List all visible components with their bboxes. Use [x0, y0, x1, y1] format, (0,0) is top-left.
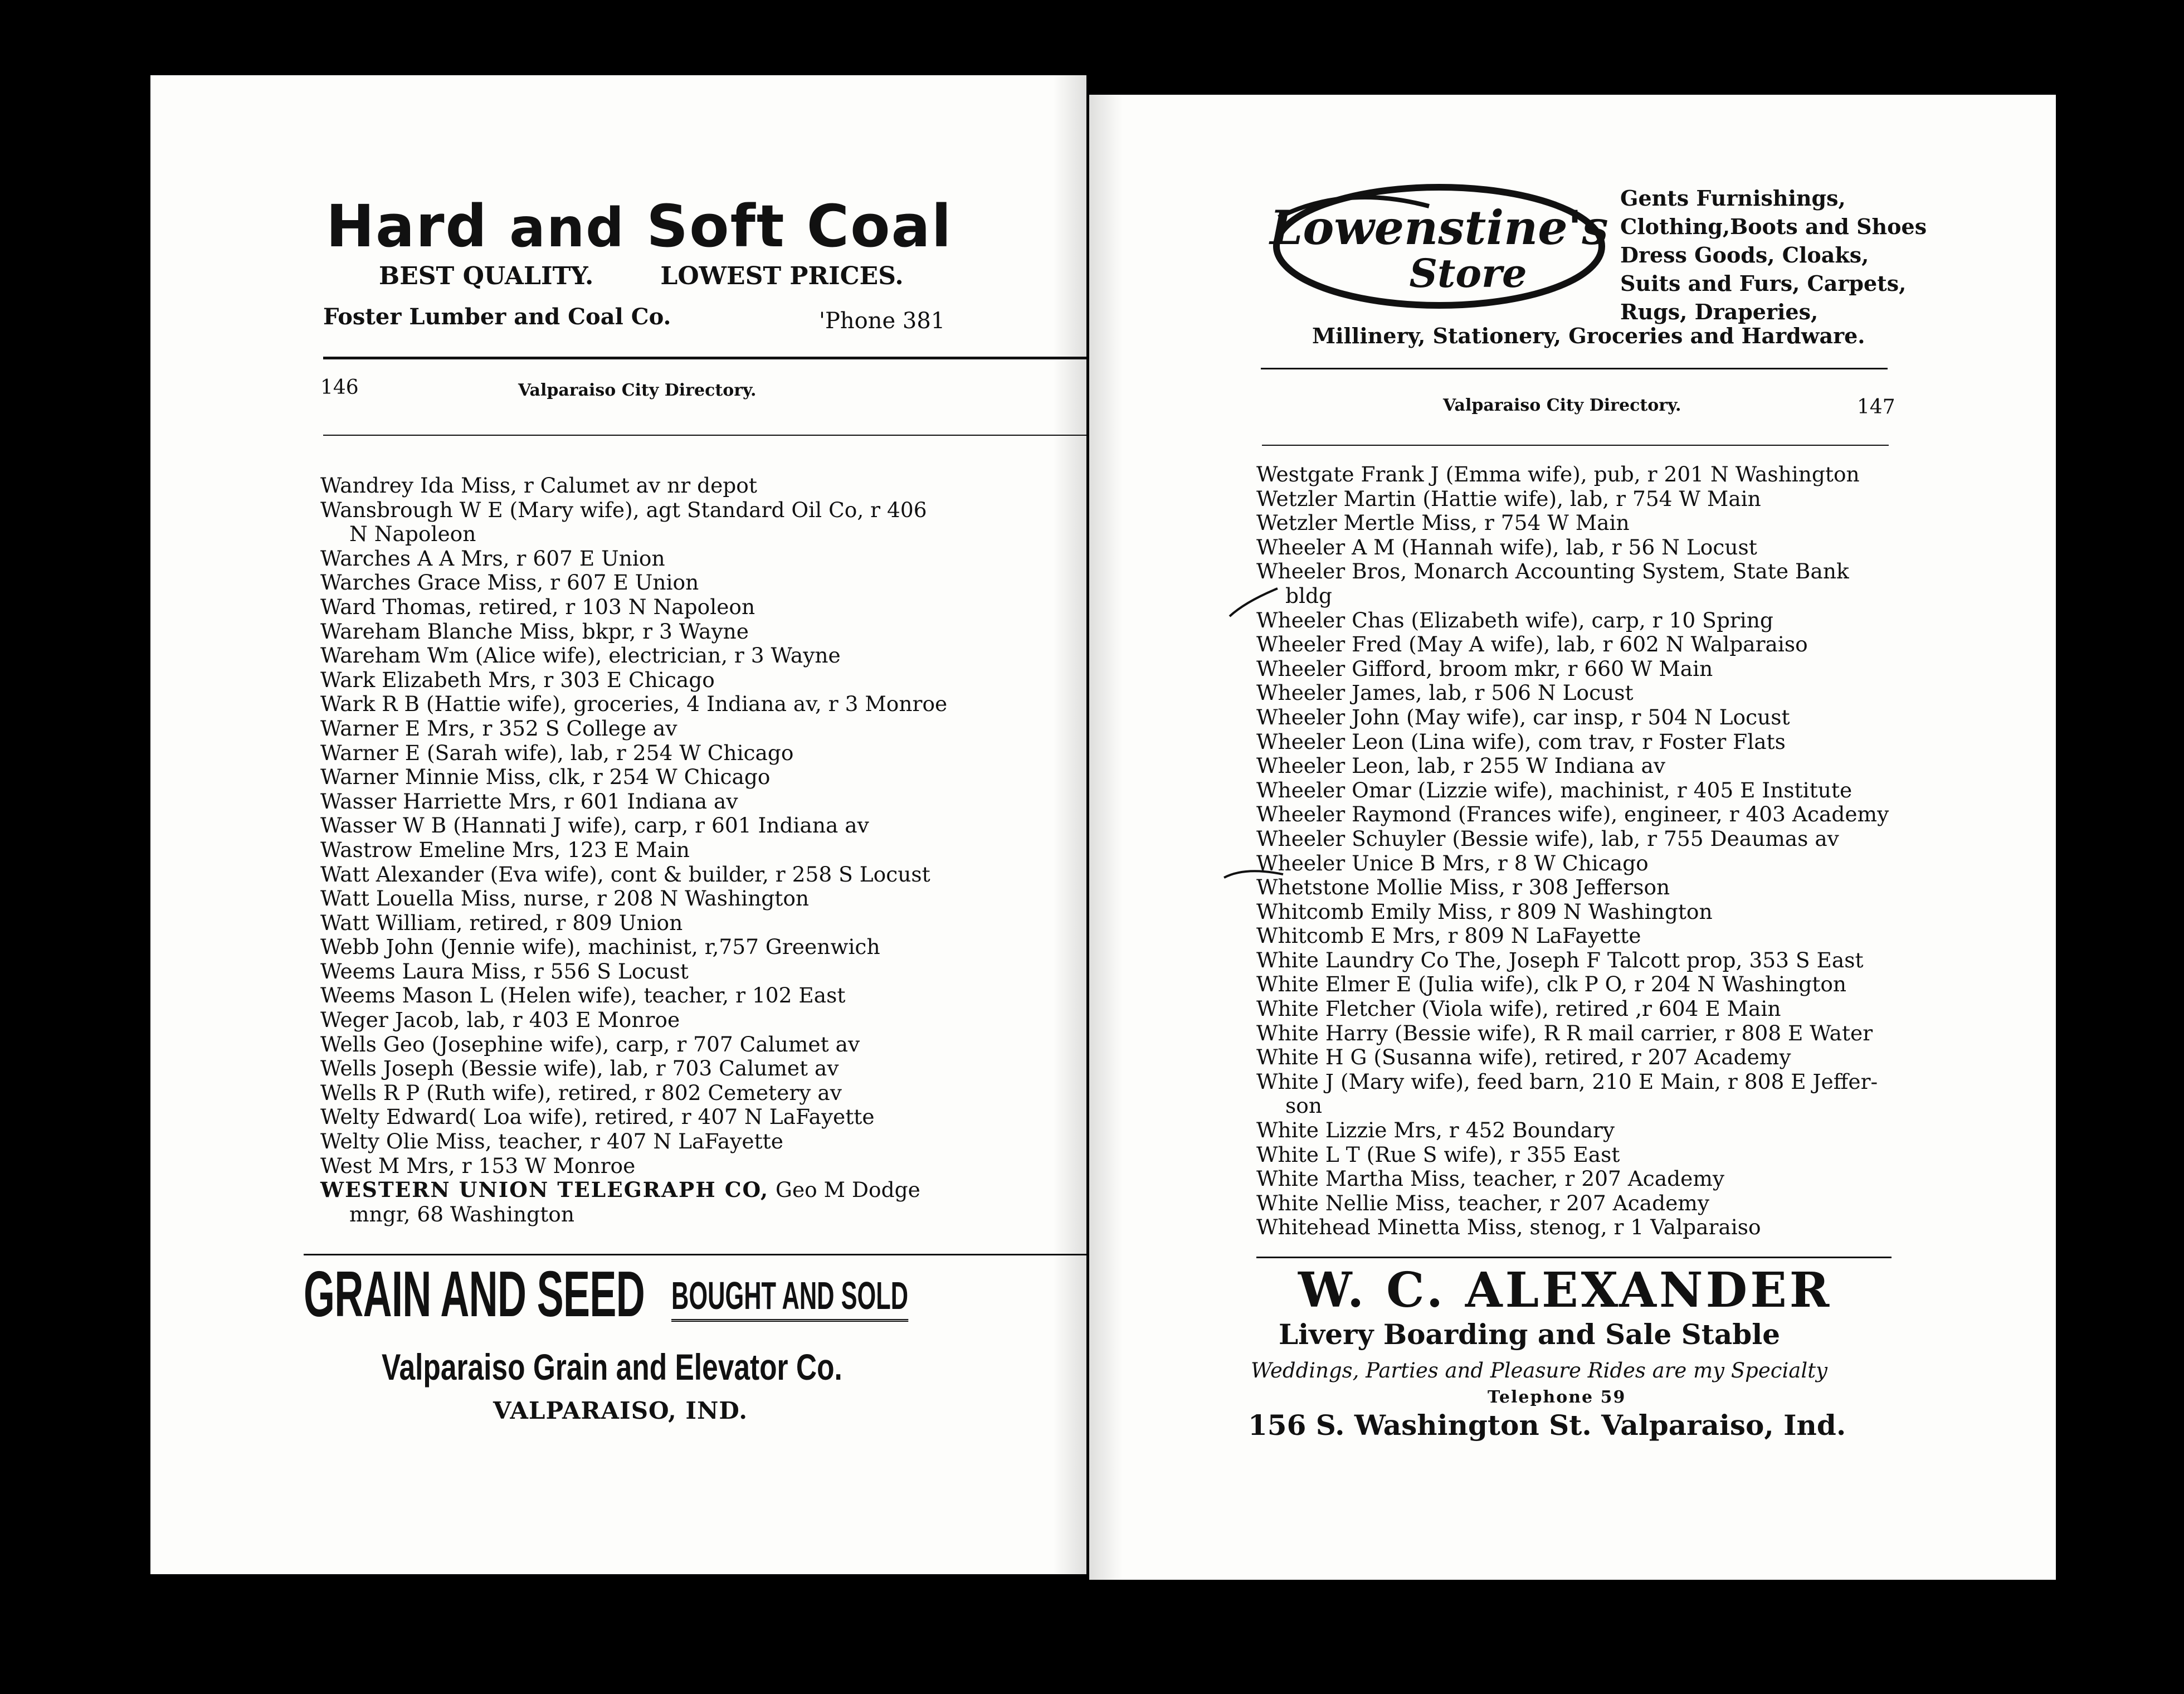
grain-company-name: Valparaiso Grain and Elevator Co.: [382, 1346, 842, 1388]
directory-entry: White H G (Susanna wife), retired, r 207 Academy: [1256, 1045, 1791, 1070]
directory-entry: White Lizzie Mrs, r 452 Boundary: [1256, 1118, 1615, 1143]
directory-entry: Watt Louella Miss, nurse, r 208 N Washington: [320, 886, 810, 911]
directory-entry: Wareham Wm (Alice wife), electrician, r 3 Wayne: [320, 643, 841, 668]
directory-entry-continuation: bldg: [1285, 583, 1333, 608]
running-head: Valparaiso City Directory.: [1443, 396, 1681, 415]
western-union-name: WESTERN UNION TELEGRAPH CO,: [320, 1177, 769, 1203]
left-page: [150, 75, 1086, 1574]
livery-ad-address: 156 S. Washington St. Valparaiso, Ind.: [1248, 1409, 1846, 1442]
directory-entry: Wark R B (Hattie wife), groceries, 4 Indiana av, r 3 Monroe: [320, 692, 948, 717]
directory-entry: Wheeler Leon, lab, r 255 W Indiana av: [1256, 753, 1666, 778]
livery-ad-name: W. C. ALEXANDER: [1298, 1262, 1832, 1318]
directory-entry: Warner E (Sarah wife), lab, r 254 W Chicago: [320, 740, 794, 765]
coal-ad-title: Hard and Soft Coal: [326, 192, 953, 260]
coal-company-phone: 'Phone 381: [819, 308, 945, 334]
directory-entry-western-union: WESTERN UNION TELEGRAPH CO, Geo M Dodge: [320, 1177, 920, 1203]
directory-entry: Wansbrough W E (Mary wife), agt Standard Oil Co, r 406: [320, 497, 927, 522]
gutter-shadow: [1089, 95, 1123, 1580]
directory-entries: [1256, 463, 1889, 1240]
directory-entry: White Laundry Co The, Joseph F Talcott prop, 353 S East: [1256, 947, 1864, 972]
directory-entry: Wheeler James, lab, r 506 N Locust: [1256, 680, 1634, 705]
directory-entry: Warner E Mrs, r 352 S College av: [320, 715, 677, 741]
directory-entry: White J (Mary wife), feed barn, 210 E Main, r 808 E Jeffer-: [1256, 1069, 1878, 1094]
store-logo-graphic: [1262, 173, 1613, 318]
store-goods-item: Rugs, Draperies,: [1620, 299, 1819, 324]
ad-divider-rule: [1261, 368, 1888, 369]
directory-entry: Welty Edward( Loa wife), retired, r 407 N LaFayette: [320, 1104, 875, 1130]
store-goods-item: Suits and Furs, Carpets,: [1620, 271, 1907, 296]
logo-store-text: Store: [1409, 250, 1527, 296]
directory-entry: Wheeler Omar (Lizzie wife), machinist, r 405 E Institute: [1256, 777, 1852, 802]
ad-divider-rule: [1256, 1257, 1892, 1258]
directory-entry: Weger Jacob, lab, r 403 E Monroe: [320, 1007, 680, 1033]
page-number: 146: [320, 376, 359, 399]
directory-entry: West M Mrs, r 153 W Monroe: [320, 1153, 636, 1178]
logo-name-text: Lowenstine's: [1270, 200, 1608, 255]
livery-ad-tagline: Livery Boarding and Sale Stable: [1279, 1318, 1781, 1351]
grain-company-city: VALPARAISO, IND.: [493, 1397, 748, 1424]
directory-entry: Wheeler Leon (Lina wife), com trav, r Foster Flats: [1256, 729, 1786, 754]
directory-entry: Wheeler Unice B Mrs, r 8 W Chicago: [1256, 850, 1649, 875]
page-number: 147: [1857, 396, 1895, 418]
grain-ad-title: GRAIN AND SEED: [304, 1258, 645, 1330]
directory-entry-continuation: son: [1285, 1093, 1322, 1118]
directory-entry: Whitcomb Emily Miss, r 809 N Washington: [1256, 899, 1713, 924]
directory-entry: Welty Olie Miss, teacher, r 407 N LaFayette: [320, 1129, 783, 1154]
directory-entry: Wareham Blanche Miss, bkpr, r 3 Wayne: [320, 619, 749, 644]
directory-entry: Wheeler Chas (Elizabeth wife), carp, r 10 Spring: [1256, 607, 1773, 632]
directory-entry-continuation: mngr, 68 Washington: [349, 1201, 574, 1226]
pen-check-mark: [1223, 861, 1284, 883]
directory-entry: Wark Elizabeth Mrs, r 303 E Chicago: [320, 667, 715, 692]
directory-entry: Wasser W B (Hannati J wife), carp, r 601 Indiana av: [320, 813, 869, 838]
directory-entry: Whetstone Mollie Miss, r 308 Jefferson: [1256, 875, 1670, 900]
directory-entry: Wheeler Bros, Monarch Accounting System, State Bank: [1256, 559, 1849, 584]
ad-divider-rule: [304, 1254, 1086, 1255]
header-rule: [1262, 445, 1889, 446]
pen-check-mark: [1228, 585, 1279, 619]
directory-entry: Wheeler John (May wife), car insp, r 504 N Locust: [1256, 704, 1790, 729]
directory-entry: Wheeler Raymond (Frances wife), engineer, r 403 Academy: [1256, 802, 1889, 827]
coal-ad-slogan: [379, 262, 904, 290]
header-rule: [323, 435, 1086, 436]
ad-divider-rule: [323, 357, 1086, 359]
directory-entry: Wetzler Martin (Hattie wife), lab, r 754 W Main: [1256, 486, 1761, 511]
store-goods-footer: Millinery, Stationery, Groceries and Hardware.: [1312, 323, 1865, 348]
store-goods-item: Gents Furnishings,: [1620, 186, 1846, 211]
directory-entry: White Fletcher (Viola wife), retired ,r 604 E Main: [1256, 996, 1781, 1021]
directory-entry: Westgate Frank J (Emma wife), pub, r 201 N Washington: [1256, 462, 1860, 486]
directory-entry: Weems Mason L (Helen wife), teacher, r 102 East: [320, 983, 846, 1008]
directory-entry: White L T (Rue S wife), r 355 East: [1256, 1142, 1620, 1167]
directory-entry: Wheeler Gifford, broom mkr, r 660 W Main: [1256, 656, 1713, 681]
directory-entry: White Martha Miss, teacher, r 207 Academy: [1256, 1166, 1725, 1191]
directory-entry: Wells R P (Ruth wife), retired, r 802 Cemetery av: [320, 1080, 842, 1105]
store-goods-item: Dress Goods, Cloaks,: [1620, 242, 1869, 267]
directory-entry: Wheeler Schuyler (Bessie wife), lab, r 755 Deaumas av: [1256, 826, 1839, 851]
directory-entry: Watt William, retired, r 809 Union: [320, 910, 683, 935]
livery-ad-specialty: Weddings, Parties and Pleasure Rides are my Specialty: [1251, 1359, 1827, 1383]
lowest-prices-text: LOWEST PRICES.: [660, 262, 904, 290]
directory-entry: Wandrey Ida Miss, r Calumet av nr depot: [320, 473, 757, 498]
coal-company-name: Foster Lumber and Coal Co.: [323, 304, 671, 330]
directory-entries: [320, 474, 947, 1226]
directory-entry: White Elmer E (Julia wife), clk P O, r 204 N Washington: [1256, 972, 1847, 997]
directory-entry: White Harry (Bessie wife), R R mail carrier, r 808 E Water: [1256, 1020, 1873, 1045]
directory-entry: Wheeler Fred (May A wife), lab, r 602 N Walparaiso: [1256, 632, 1808, 657]
right-page: [1089, 95, 2056, 1580]
directory-entry: Watt Alexander (Eva wife), cont & builder, r 258 S Locust: [320, 861, 930, 887]
gutter-shadow: [1053, 75, 1086, 1574]
grain-ad-bought-sold: BOUGHT AND SOLD: [671, 1273, 908, 1322]
directory-entry: Wastrow Emeline Mrs, 123 E Main: [320, 837, 690, 862]
directory-entry-continuation: N Napoleon: [349, 522, 476, 547]
directory-entry: Wheeler A M (Hannah wife), lab, r 56 N Locust: [1256, 534, 1757, 559]
directory-entry: Wasser Harriette Mrs, r 601 Indiana av: [320, 788, 738, 814]
directory-entry: Wetzler Mertle Miss, r 754 W Main: [1256, 510, 1630, 536]
directory-entry: Ward Thomas, retired, r 103 N Napoleon: [320, 594, 755, 619]
directory-entry: Whitcomb E Mrs, r 809 N LaFayette: [1256, 923, 1641, 948]
directory-entry: Warches Grace Miss, r 607 E Union: [320, 570, 699, 595]
directory-entry: Warner Minnie Miss, clk, r 254 W Chicago: [320, 765, 771, 790]
best-quality-text: BEST QUALITY.: [379, 262, 594, 290]
store-goods-item: Clothing,Boots and Shoes: [1620, 214, 1927, 239]
directory-entry: White Nellie Miss, teacher, r 207 Academy: [1256, 1190, 1710, 1215]
directory-entry: Warches A A Mrs, r 607 E Union: [320, 546, 665, 571]
livery-ad-telephone: Telephone 59: [1488, 1388, 1626, 1407]
running-head: Valparaiso City Directory.: [518, 381, 757, 400]
directory-entry: Weems Laura Miss, r 556 S Locust: [320, 958, 689, 984]
directory-entry: Wells Joseph (Bessie wife), lab, r 703 Calumet av: [320, 1056, 839, 1081]
directory-entry: Webb John (Jennie wife), machinist, r,757 Greenwich: [320, 934, 880, 960]
store-goods-list: [1620, 184, 1927, 326]
directory-entry: Wells Geo (Josephine wife), carp, r 707 Calumet av: [320, 1031, 860, 1057]
directory-entry: Whitehead Minetta Miss, stenog, r 1 Valparaiso: [1256, 1215, 1761, 1240]
lowenstine-logo: [1262, 173, 1613, 318]
